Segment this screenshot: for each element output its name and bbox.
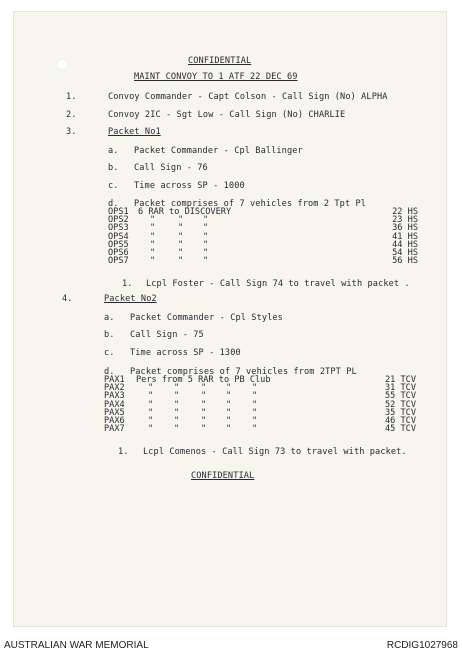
archive-reference: RCDIG1027968 bbox=[386, 640, 458, 651]
packet1-a-label: a. bbox=[108, 146, 119, 156]
packet2-number: 4. bbox=[62, 294, 73, 304]
vehicle-row: OPS4 " " " 41 HS bbox=[108, 231, 418, 242]
packet2-d-label: d. bbox=[104, 367, 115, 377]
vehicle-row: OPS2 " " " 23 HS bbox=[108, 215, 418, 226]
vehicle-row: PAX3 " " " " " 55 TCV bbox=[104, 391, 416, 402]
packet2-time: Time across SP - 1300 bbox=[130, 348, 241, 358]
packet1-note: Lcpl Foster - Call Sign 74 to travel with packet . bbox=[146, 279, 410, 289]
packet2-heading: Packet No2 bbox=[104, 294, 157, 304]
item-text: Convoy Commander - Capt Colson - Call Sign (No) ALPHA bbox=[108, 92, 388, 102]
vehicle-row: OPS1 6 RAR to DISCOVERY 22 HS bbox=[108, 207, 418, 217]
packet1-c-label: c. bbox=[108, 181, 119, 191]
classification-top: CONFIDENTIAL bbox=[188, 56, 252, 66]
classification-bottom: CONFIDENTIAL bbox=[191, 471, 255, 481]
packet2-c-label: c. bbox=[104, 348, 115, 358]
vehicle-row: PAX2 " " " " " 31 TCV bbox=[104, 383, 416, 394]
packet1-vehicle-list bbox=[108, 208, 418, 265]
packet1-b-label: b. bbox=[108, 163, 119, 173]
document-title: MAINT CONVOY TO 1 ATF 22 DEC 69 bbox=[134, 72, 298, 82]
packet2-b-label: b. bbox=[104, 330, 115, 340]
packet1-d-label: d. bbox=[108, 199, 119, 209]
vehicle-row: PAX6 " " " " " 46 TCV bbox=[104, 415, 416, 426]
vehicle-row: PAX7 " " " " " 45 TCV bbox=[104, 424, 416, 435]
packet2-note-number: 1. bbox=[118, 447, 129, 457]
packet1-call-sign: Call Sign - 76 bbox=[134, 163, 208, 173]
item-number: 2. bbox=[66, 110, 77, 120]
packet1-composition: Packet comprises of 7 vehicles from 2 Tpt Pl bbox=[134, 199, 367, 209]
vehicle-row: PAX1 Pers from 5 RAR to PB Club 21 TCV bbox=[104, 375, 416, 385]
packet1-heading: Packet No1 bbox=[108, 127, 161, 137]
packet2-commander: Packet Commander - Cpl Styles bbox=[130, 313, 283, 323]
packet1-note-number: 1. bbox=[122, 279, 133, 289]
vehicle-row: OPS7 " " " 56 HS bbox=[108, 256, 418, 267]
vehicle-row: PAX4 " " " " " 52 TCV bbox=[104, 399, 416, 410]
packet1-number: 3. bbox=[66, 127, 77, 137]
packet2-call-sign: Call Sign - 75 bbox=[130, 330, 204, 340]
item-text: Convoy 2IC - Sgt Low - Call Sign (No) CHARLIE bbox=[108, 110, 346, 120]
item-number: 1. bbox=[66, 92, 77, 102]
packet1-commander: Packet Commander - Cpl Ballinger bbox=[134, 146, 303, 156]
packet2-note: Lcpl Comenos - Call Sign 73 to travel with packet. bbox=[143, 447, 407, 457]
packet2-vehicle-list bbox=[104, 376, 416, 433]
vehicle-row: PAX5 " " " " " 35 TCV bbox=[104, 407, 416, 418]
punch-hole bbox=[57, 59, 68, 70]
vehicle-row: OPS5 " " " 44 HS bbox=[108, 239, 418, 250]
packet2-composition: Packet comprises of 7 vehicles from 2TPT PL bbox=[130, 367, 357, 377]
packet1-time: Time across SP - 1000 bbox=[134, 181, 245, 191]
vehicle-row: OPS3 " " " 36 HS bbox=[108, 223, 418, 234]
archive-footer bbox=[0, 638, 462, 654]
packet2-a-label: a. bbox=[104, 313, 115, 323]
vehicle-row: OPS6 " " " 54 HS bbox=[108, 247, 418, 258]
archive-name: AUSTRALIAN WAR MEMORIAL bbox=[4, 640, 149, 651]
